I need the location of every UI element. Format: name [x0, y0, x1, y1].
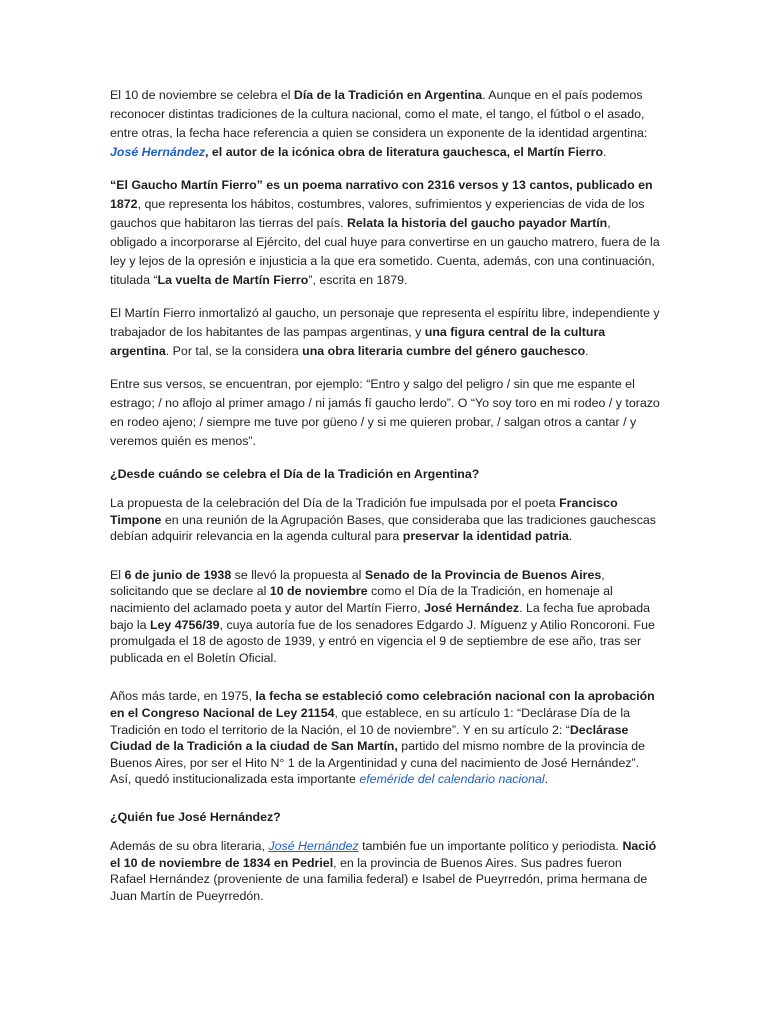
- text: , cuya autoría fue de los senadores Edgardo J. Míguenz y Atilio Roncoroni. Fue promulgada el 18 de agosto de 1939, y entró en vigencia el 9 de septiembre de ese año, tras ser publicada en el Boletín Oficial.: [110, 617, 655, 665]
- text: .: [568, 529, 573, 544]
- text: , en la provincia de Buenos Aires. Sus padres fueron Rafael Hernández (proveniente de una familia federal) e Isabel de Pueyrredón, prima hermana de Juan Martín de Pueyrredón.: [110, 855, 648, 903]
- text: también fue un importante político y periodista.: [358, 838, 623, 853]
- text: . La fecha fue aprobada bajo la: [110, 600, 650, 632]
- bold-text: Día de la Tradición en Argentina: [293, 88, 483, 102]
- jose-hernandez-bio-link[interactable]: José Hernández: [268, 838, 359, 853]
- section-heading-who-was: ¿Quién fue José Hernández?: [110, 809, 281, 824]
- text: El: [110, 567, 125, 582]
- bold-text: Declárase Ciudad de la Tradición a la ciudad de San Martín,: [110, 722, 629, 754]
- bold-text: una figura central de la cultura argentina: [110, 325, 606, 358]
- bold-text: Ley 4756/39: [149, 617, 220, 632]
- bold-text: una obra literaria cumbre del género gauchesco: [302, 344, 586, 358]
- article-body: [110, 86, 660, 918]
- paragraph-proposal: [110, 495, 660, 545]
- text: como el Día de la Tradición, en homenaje al nacimiento del aclamado poeta y autor del Martín Fierro,: [110, 584, 613, 615]
- text: en una reunión de la Agrupación Bases, que consideraba que las tradiciones gauchescas debían adquirir relevancia en la agenda cultural para: [110, 512, 656, 544]
- text: Años más tarde, en 1975,: [110, 689, 256, 704]
- text: La propuesta de la celebración del Día de la Tradición fue impulsada por el poeta: [110, 496, 560, 510]
- text: . Por tal, se la considera: [165, 344, 303, 358]
- paragraph-intro: [110, 86, 660, 162]
- text: . Aunque en el país podemos reconocer distintas tradiciones de la cultura nacional, como el mate, el tango, el fútbol o el asado, entre otras, la fecha hace referencia a quien se considera un exponente de la identidad argentina:: [110, 88, 648, 140]
- text: , que establece, en su artículo 1: “Declárase Día de la Tradición en todo el territorio de la Nación, el 10 de noviembre”. Y en su artículo 2: “: [110, 705, 630, 737]
- paragraph-gaucho: [110, 304, 660, 361]
- bold-text: , el autor de la icónica obra de literatura gauchesca, el Martín Fierro: [205, 145, 604, 159]
- section-heading-since-when: ¿Desde cuándo se celebra el Día de la Tradición en Argentina?: [110, 467, 480, 481]
- paragraph-senate: [110, 567, 660, 667]
- bold-text: “El Gaucho Martín Fierro” es un poema narrativo con 2316 versos y 13 cantos, publicado en 1872: [110, 178, 653, 211]
- text: .: [544, 772, 549, 787]
- jose-hernandez-link[interactable]: José Hernández: [110, 145, 206, 159]
- bold-text: Nació el 10 de noviembre de 1834 en Pedriel: [110, 838, 657, 870]
- bold-text: La vuelta de Martín Fierro: [157, 273, 309, 287]
- text: se llevó la propuesta al: [231, 567, 365, 582]
- text: Entre sus versos, se encuentran, por ejemplo: “Entro y salgo del peligro / sin que me espante el estrago; / no aflojo al primer amago / ni jamás fí gaucho lerdo”. O “Yo soy toro en mi rodeo / y torazo en rodeo ajeno; / siempre me tuve por güeno / y si me quieren probar, / salgan otros a cantar / y veremos quién es menos”.: [110, 377, 660, 448]
- efemeride-link[interactable]: efeméride del calendario nacional: [359, 772, 545, 787]
- paragraph-poem: [110, 176, 660, 290]
- paragraph-verses: [110, 375, 660, 451]
- text: partido del mismo nombre de la provincia de Buenos Aires, por ser el Hito N° 1 de la Argentinidad y cuna del nacimiento de José Hernández”. Así, quedó institucionalizada esta importante: [110, 739, 646, 787]
- text: , que representa los hábitos, costumbres, valores, sufrimientos y experiencias de vida de los gauchos que habitaron las tierras del país.: [110, 197, 645, 230]
- bold-text: José Hernández: [424, 600, 520, 615]
- paragraph-national-law: [110, 688, 660, 788]
- paragraph-biography: [110, 838, 660, 904]
- text: Además de su obra literaria,: [110, 838, 269, 853]
- text: , solicitando que se declare al: [110, 567, 605, 599]
- bold-text: preservar la identidad patria: [402, 529, 569, 544]
- text: .: [603, 145, 607, 159]
- bold-text: Relata la historia del gaucho payador Martín: [346, 216, 608, 230]
- text: .: [585, 344, 589, 358]
- text: El 10 de noviembre se celebra el: [110, 88, 294, 102]
- bold-text: 6 de junio de 1938: [124, 567, 232, 582]
- bold-text: 10 de noviembre: [269, 584, 368, 599]
- bold-text: Senado de la Provincia de Buenos Aires: [364, 567, 602, 582]
- text: , obligado a incorporarse al Ejército, del cual huye para convertirse en un gaucho matrero, fuera de la ley y lejos de la opresión e injusticia a la que era sometido. Cuenta, además, con una continuación, titulada “: [110, 216, 660, 287]
- text: El Martín Fierro inmortalizó al gaucho, un personaje que representa el espíritu libre, independiente y trabajador de los habitantes de las pampas argentinas, y: [110, 306, 660, 339]
- bold-text: la fecha se estableció como celebración nacional con la aprobación en el Congreso Nacional de Ley 21154: [110, 689, 655, 720]
- bold-text: Francisco Timpone: [110, 496, 618, 527]
- text: ”, escrita en 1879.: [308, 273, 408, 287]
